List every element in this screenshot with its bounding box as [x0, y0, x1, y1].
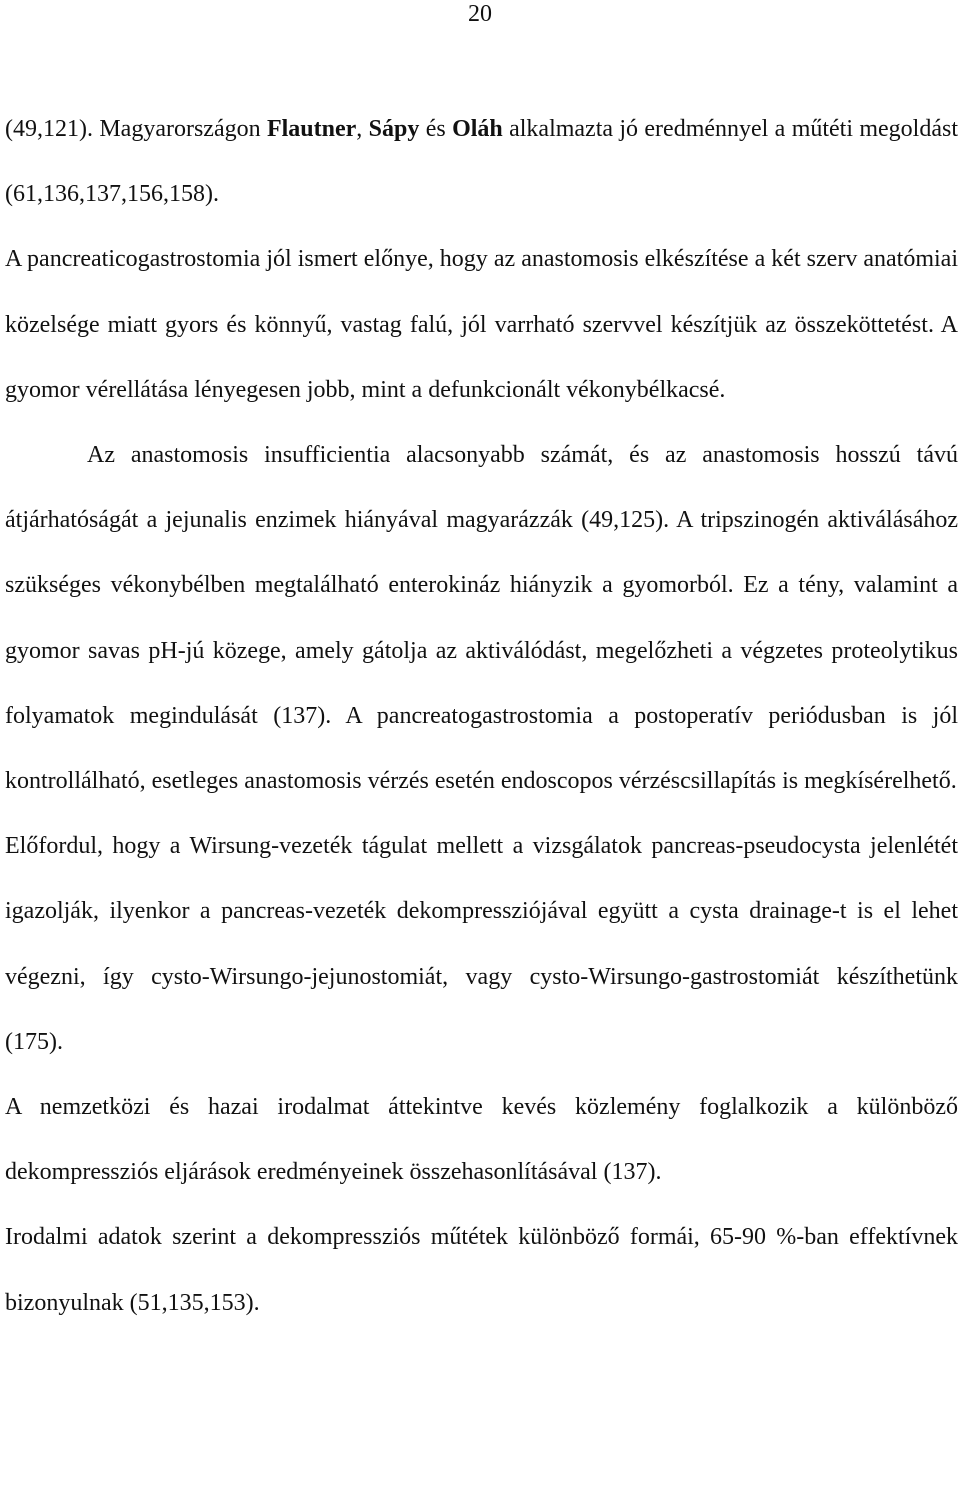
text-segment: A nemzetközi és hazai irodalmat áttekintve kevés közlemény foglalkozik a különböző dekompressziós eljárások eredményeinek összehasonlításával (137).: [5, 1094, 958, 1186]
text-segment: ,: [356, 116, 369, 142]
text-segment: alkalmazta jó eredménnyel a műtéti megoldást (61,136,137,156,158).: [5, 116, 959, 208]
paragraph: [5, 97, 958, 227]
paragraph: [5, 423, 958, 814]
paragraph: [5, 1205, 958, 1335]
document-body: [5, 97, 958, 1336]
text-segment: Előfordul, hogy a Wirsung-vezeték tágulat mellett a vizsgálatok pancreas-pseudocysta jelenlétét igazolják, ilyenkor a pancreas-vezeték dekompressziójával együtt a cysta drainage-t is el lehet végezni, így cysto-Wirsungo-jejunostomiát, vagy cysto-Wirsungo-gastrostomiát készíthetünk (175).: [5, 833, 958, 1055]
text-segment: (49,121). Magyarországon: [5, 116, 267, 142]
paragraph: [5, 227, 958, 423]
paragraph: [5, 1075, 958, 1205]
text-segment: és: [419, 116, 453, 142]
page-number: 20: [468, 1, 492, 27]
paragraph: [5, 814, 958, 1075]
author-name: Oláh: [452, 116, 503, 142]
author-name: Sápy: [368, 116, 420, 142]
text-segment: A pancreaticogastrostomia jól ismert előnye, hogy az anastomosis elkészítése a két szerv anatómiai közelsége miatt gyors és könnyű, vastag falú, jól varrható szervvel készítjük az összeköttetést. A gyomor vérellátása lényegesen jobb, mint a defunkcionált vékonybélkacsé.: [5, 246, 958, 403]
text-segment: Az anastomosis insufficientia alacsonyabb számát, és az anastomosis hosszú távú átjárhatóságát a jejunalis enzimek hiányával magyarázzák (49,125). A tripszinogén aktiválásához szükséges vékonybélben megtalálható enterokináz hiányzik a gyomorból. Ez a tény, valamint a gyomor savas pH-jú közege, amely gátolja az aktiválódást, megelőzheti a végzetes proteolytikus folyamatok megindulását (137). A pancreatogastrostomia a postoperatív periódusban is jól kontrollálható, esetleges anastomosis vérzés esetén endoscopos vérzéscsillapítás is megkísérelhető.: [5, 442, 958, 795]
author-name: Flautner: [266, 116, 357, 142]
text-segment: Irodalmi adatok szerint a dekompressziós műtétek különböző formái, 65-90 %-ban effektívnek bizonyulnak (51,135,153).: [5, 1224, 958, 1316]
